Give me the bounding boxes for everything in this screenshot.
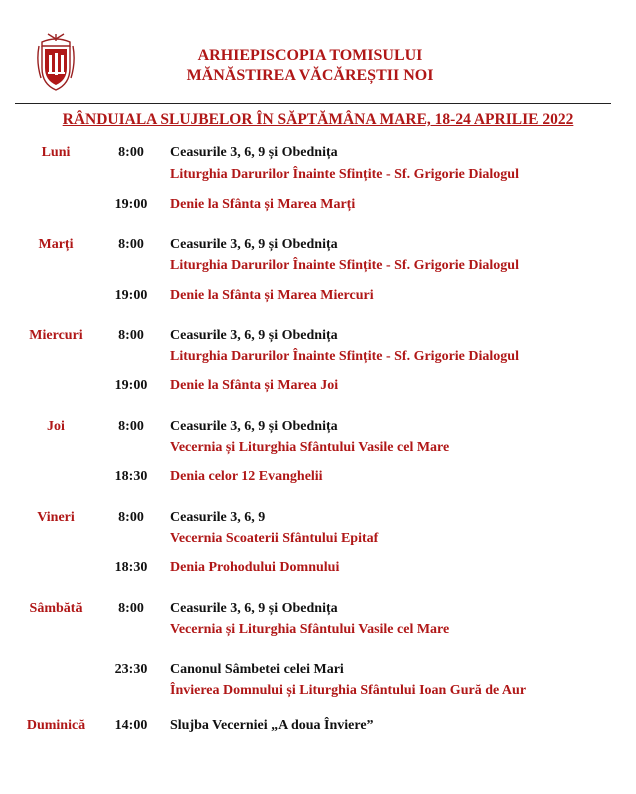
time-label: 8:00 <box>118 145 144 160</box>
time-label: 18:30 <box>114 469 148 484</box>
service-line: Liturghia Darurilor Înainte Sfințite - Sf. Grigorie Dialogul <box>170 167 519 182</box>
day-label-luni: Luni <box>41 145 71 160</box>
time-label: 18:30 <box>114 560 148 575</box>
day-label-joi: Joi <box>47 419 65 434</box>
service-line: Ceasurile 3, 6, 9 și Obednița <box>170 328 338 343</box>
service-line: Ceasurile 3, 6, 9 și Obednița <box>170 601 338 616</box>
page-title: RÂNDUIALA SLUJBELOR ÎN SĂPTĂMÂNA MARE, 18-24 APRILIE 2022 <box>62 111 574 128</box>
service-line: Vecernia și Liturghia Sfântului Vasile cel Mare <box>170 440 450 455</box>
time-label: 8:00 <box>118 419 144 434</box>
time-label: 19:00 <box>114 197 148 212</box>
header-line-archdiocese: ARHIEPISCOPIA TOMISULUI <box>197 47 423 64</box>
service-line: Vecernia Scoaterii Sfântului Epitaf <box>170 531 379 546</box>
service-line: Canonul Sâmbetei celei Mari <box>170 662 344 677</box>
service-line: Slujba Vecerniei „A doua Înviere” <box>170 718 374 733</box>
header-line-monastery: MĂNĂSTIREA VĂCĂREȘTII NOI <box>186 67 434 84</box>
time-label: 19:00 <box>114 288 148 303</box>
service-line: Denie la Sfânta și Marea Marți <box>170 197 356 212</box>
service-line: Denia celor 12 Evanghelii <box>170 469 323 484</box>
time-label: 23:30 <box>114 662 148 677</box>
time-label: 8:00 <box>118 328 144 343</box>
day-label-duminica: Duminică <box>26 718 86 733</box>
time-label: 19:00 <box>114 378 148 393</box>
service-line: Liturghia Darurilor Înainte Sfințite - Sf. Grigorie Dialogul <box>170 349 519 364</box>
time-label: 8:00 <box>118 237 144 252</box>
service-line: Ceasurile 3, 6, 9 și Obednița <box>170 145 338 160</box>
service-line: Denie la Sfânta și Marea Miercuri <box>170 288 374 303</box>
day-label-marti: Marți <box>38 237 74 252</box>
coat-of-arms-icon <box>36 32 76 92</box>
service-line: Învierea Domnului și Liturghia Sfântului Ioan Gură de Aur <box>170 683 527 698</box>
day-label-miercuri: Miercuri <box>29 328 83 343</box>
time-label: 14:00 <box>114 718 148 733</box>
service-line: Denie la Sfânta și Marea Joi <box>170 378 339 393</box>
header-divider <box>15 103 611 104</box>
service-line: Vecernia și Liturghia Sfântului Vasile cel Mare <box>170 622 450 637</box>
service-line: Denia Prohodului Domnului <box>170 560 340 575</box>
service-line: Ceasurile 3, 6, 9 <box>170 510 266 525</box>
time-label: 8:00 <box>118 510 144 525</box>
day-label-vineri: Vineri <box>37 510 75 525</box>
service-line: Ceasurile 3, 6, 9 și Obednița <box>170 419 338 434</box>
service-line: Liturghia Darurilor Înainte Sfințite - Sf. Grigorie Dialogul <box>170 258 519 273</box>
service-line: Ceasurile 3, 6, 9 și Obednița <box>170 237 338 252</box>
day-label-sambata: Sâmbătă <box>29 601 83 616</box>
time-label: 8:00 <box>118 601 144 616</box>
